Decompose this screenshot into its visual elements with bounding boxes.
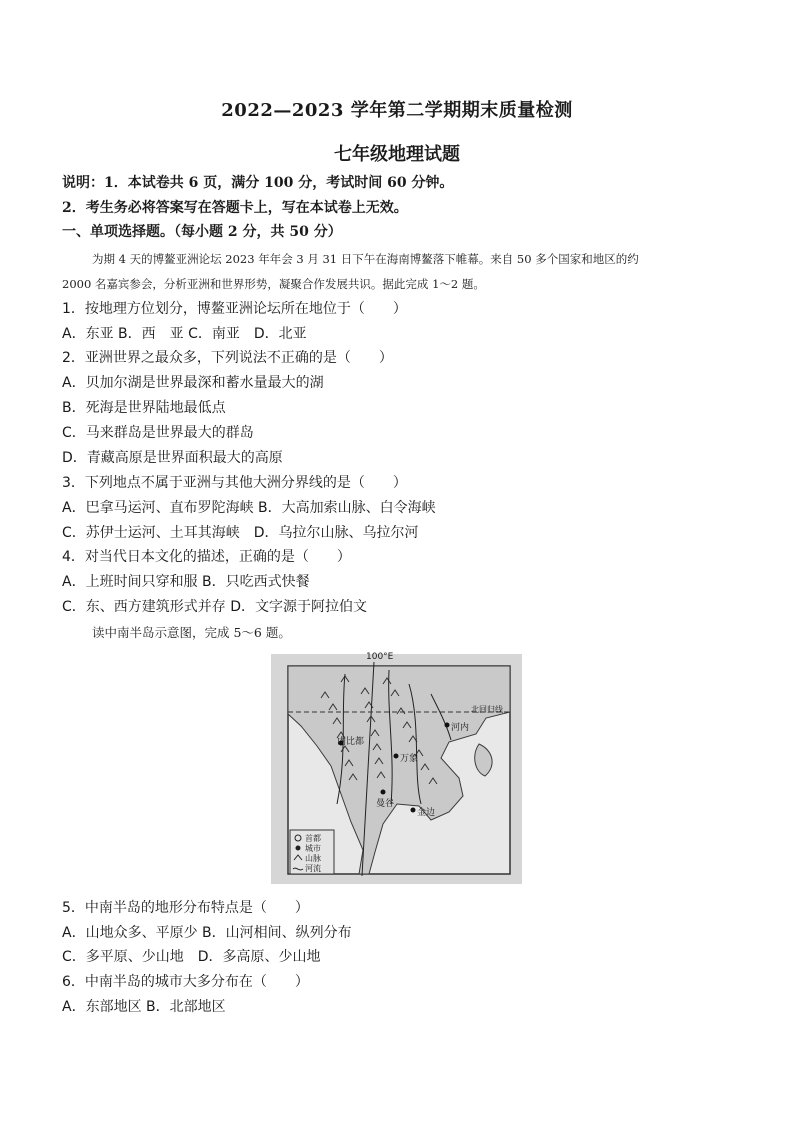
question-4-stem: 4．对当代日本文化的描述，正确的是（ ） [62, 549, 351, 565]
question-4-options-cd: C．东、西方建筑形式并存 D．文字源于阿拉伯文 [62, 599, 368, 615]
question-1-stem: 1．按地理方位划分，博鳌亚洲论坛所在地位于（ ） [62, 301, 407, 317]
question-4-options-ab: A．上班时间只穿和服 B．只吃西式快餐 [62, 574, 310, 590]
city-label-phnom-penh: 金边 [417, 808, 436, 818]
question-2-option-b: B．死海是世界陆地最低点 [62, 400, 226, 416]
legend-capital: 首都 [305, 834, 321, 843]
passage-1-line-1: 为期 4 天的博鳌亚洲论坛 2023 年年会 3 月 31 日下午在海南博鳌落下帷幕。来自 50 多个国家和地区的约 [92, 252, 639, 266]
question-2-option-a: A．贝加尔湖是世界最深和蓄水量最大的湖 [62, 375, 324, 391]
question-6-stem: 6．中南半岛的城市大多分布在（ ） [62, 974, 309, 990]
question-3-stem: 3．下列地点不属于亚洲与其他大洲分界线的是（ ） [62, 475, 407, 491]
passage-1-line-2: 2000 名嘉宾参会，分析亚洲和世界形势，凝聚合作发展共识。据此完成 1～2 题。 [62, 277, 485, 291]
question-1-options: A．东亚 B．西 亚 C．南亚 D．北亚 [62, 326, 307, 342]
legend-mountain: 山脉 [305, 854, 321, 863]
passage-2: 读中南半岛示意图，完成 5～6 题。 [92, 625, 291, 640]
question-5-options-ab: A．山地众多、平原少 B．山河相间、纵列分布 [62, 925, 352, 941]
question-3-options-ab: A．巴拿马运河、直布罗陀海峡 B．大高加索山脉、白令海峡 [62, 500, 436, 516]
city-label-bangkok: 曼谷 [376, 799, 395, 809]
question-5-stem: 5．中南半岛的地形分布特点是（ ） [62, 900, 309, 916]
instruction-note-2: 2．考生务必将答案写在答题卡上，写在本试卷上无效。 [62, 200, 408, 216]
instruction-note-1: 说明：1．本试卷共 6 页，满分 100 分，考试时间 60 分钟。 [62, 175, 454, 191]
city-label-naypyidaw: 内比都 [337, 737, 365, 747]
city-label-hanoi: 河内 [451, 723, 470, 733]
exam-title: 2022—2023 学年第二学期期末质量检测 [221, 100, 573, 121]
legend-city: 城市 [305, 844, 321, 853]
tropic-label: 北回归线 [471, 705, 503, 714]
section-heading: 一、单项选择题。（每小题 2 分，共 50 分） [62, 224, 342, 240]
indochina-map [271, 654, 522, 884]
question-2-option-d: D．青藏高原是世界面积最大的高原 [62, 450, 283, 466]
question-6-options-ab: A．东部地区 B．北部地区 [62, 999, 226, 1015]
city-label-vientiane: 万象 [400, 754, 419, 764]
question-2-stem: 2．亚洲世界之最众多，下列说法不正确的是（ ） [62, 350, 393, 366]
meridian-label: 100°E [366, 652, 394, 662]
legend-river: 河流 [305, 864, 321, 873]
question-3-options-cd: C．苏伊士运河、土耳其海峡 D．乌拉尔山脉、乌拉尔河 [62, 525, 419, 541]
question-2-option-c: C．马来群岛是世界最大的群岛 [62, 425, 254, 441]
question-5-options-cd: C．多平原、少山地 D．多高原、少山地 [62, 949, 321, 965]
exam-subtitle: 七年级地理试题 [334, 144, 460, 165]
